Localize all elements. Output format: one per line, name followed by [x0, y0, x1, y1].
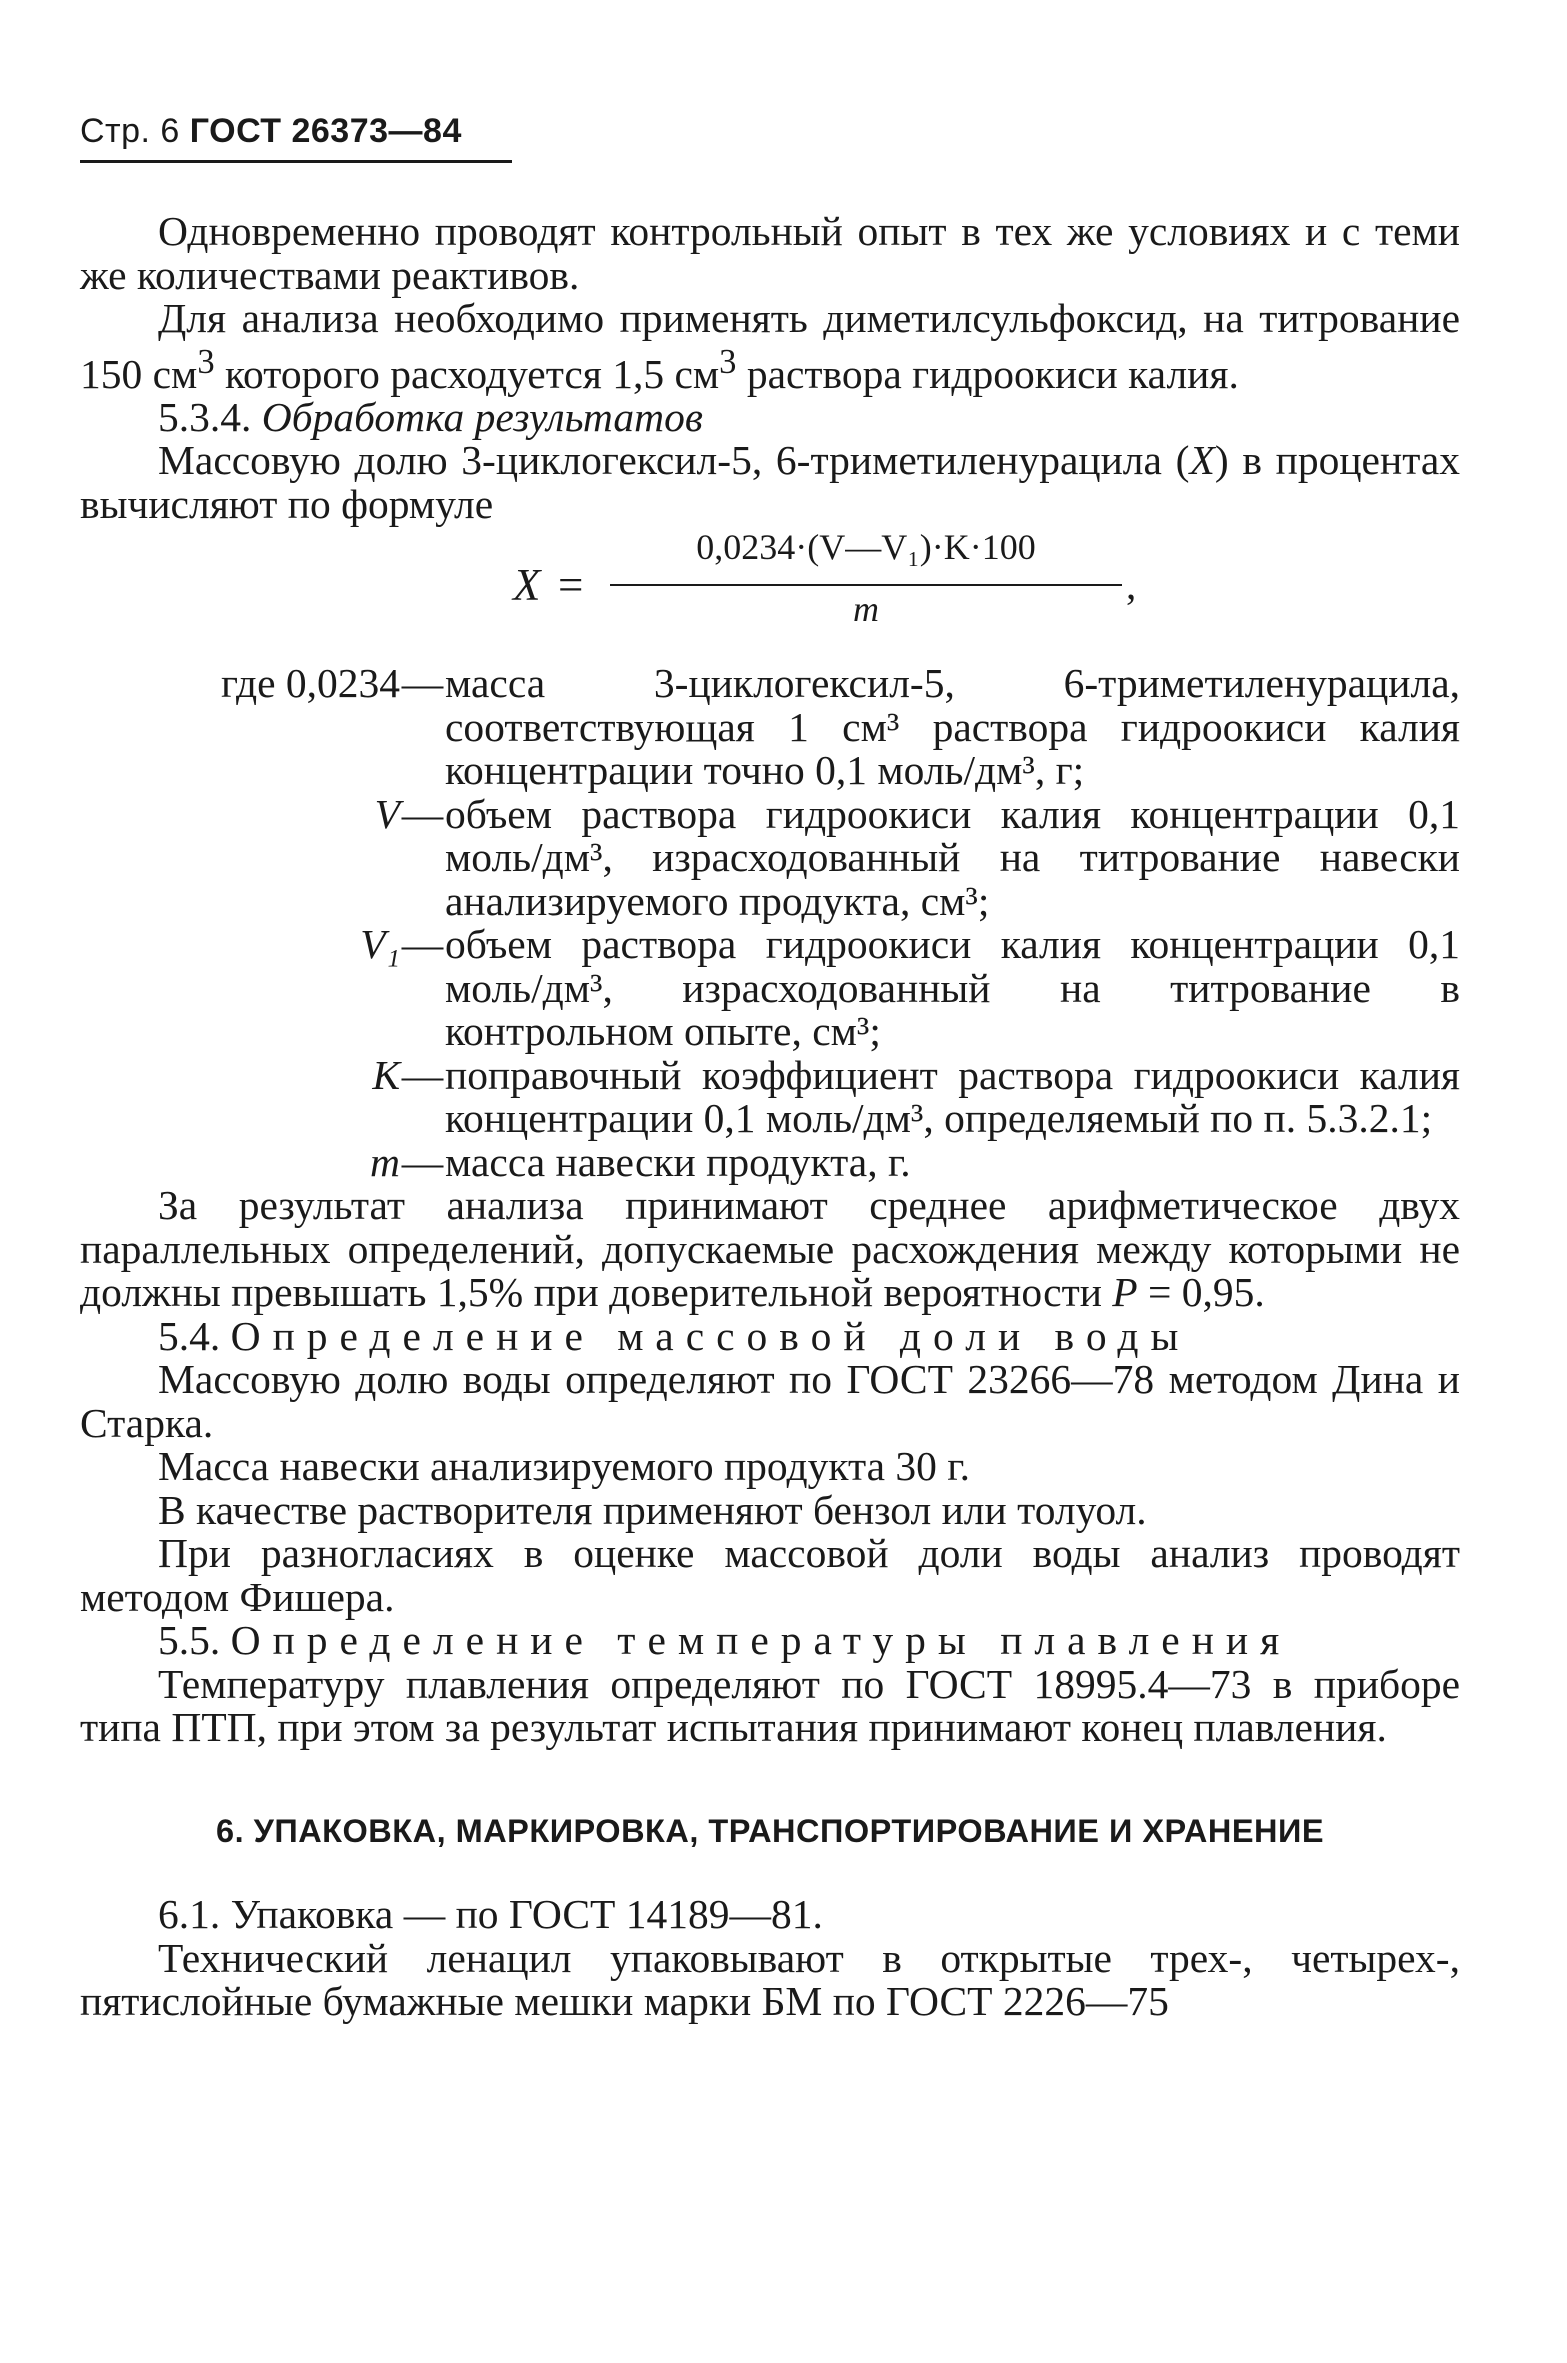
- document-body: [80, 210, 1460, 2024]
- formula-denominator: m: [853, 589, 879, 630]
- legend-row: [80, 1138, 1460, 1185]
- subsection-title: Обработка результатов: [261, 393, 703, 440]
- paragraph-dmso: Для анализа необходимо применять диметилсульфоксид, на титрование 150 $см^3$ которого расходуется 1,5 $см^3$ раствора гидроокиси калия.: [80, 295, 1460, 397]
- legend-text: масса навески продукта, г.: [445, 1138, 911, 1185]
- page-header: [80, 112, 462, 151]
- section-5-4-heading: 5.4. Определение массовой доли воды: [158, 1312, 1191, 1359]
- legend-symbol: где 0,0234: [221, 660, 400, 707]
- legend-symbol: V: [374, 790, 400, 837]
- section-title: Определение массовой доли воды: [230, 1312, 1191, 1359]
- section-5-4-line: При разногласиях в оценке массовой доли воды анализ проводят методом Фишера.: [80, 1530, 1460, 1620]
- formula-numerator: 0,0234·(V—V₁)·K·100: [696, 527, 1036, 568]
- legend-row: [80, 662, 1460, 793]
- legend-dash: —: [401, 790, 444, 837]
- legend-text: объем раствора гидроокиси калия концентрации 0,1 моль/дм³, израсходованный на титрование навески анализируемого продукта, см³;: [445, 790, 1460, 924]
- paragraph-result: За результат анализа принимают среднее арифметическое двух параллельных определений, допускаемые расхождения между которыми не должны превышать 1,5% при доверительной вероятности P = 0,95.: [80, 1182, 1460, 1316]
- legend-symbol: V₁: [360, 921, 400, 968]
- legend-symbol: m: [370, 1138, 400, 1185]
- section-5-4-line: Масса навески анализируемого продукта 30 г.: [158, 1443, 970, 1490]
- paragraph-formula-intro: Массовую долю 3-циклогексил-5, 6-триметиленурацила (X) в процентах вычисляют по формуле: [80, 437, 1461, 527]
- section-5-5-text: Температуру плавления определяют по ГОСТ 18995.4—73 в приборе типа ПТП, при этом за результат испытания принимают конец плавления.: [80, 1660, 1460, 1751]
- legend-row: [80, 923, 1460, 1054]
- standard-number: ГОСТ 26373—84: [189, 112, 462, 150]
- formula-legend: [80, 662, 1460, 1184]
- formula-comma: ,: [1126, 562, 1137, 609]
- fraction-bar: [610, 584, 1122, 586]
- legend-text: поправочный коэффициент раствора гидроокиси калия концентрации 0,1 моль/дм³, определяемый по п. 5.3.2.1;: [445, 1051, 1460, 1142]
- page-number: Стр. 6: [80, 112, 180, 150]
- section-6-1: 6.1. Упаковка — по ГОСТ 14189—81.: [158, 1891, 823, 1938]
- legend-text: объем раствора гидроокиси калия концентрации 0,1 моль/дм³, израсходованный на титрование в контрольном опыте, см³;: [445, 921, 1460, 1055]
- section-5-5-heading: 5.5. Определение температуры плавления: [158, 1617, 1292, 1664]
- legend-dash: —: [401, 1051, 444, 1098]
- formula-lhs: X: [513, 560, 541, 611]
- legend-text: масса 3-циклогексил-5, 6-триметиленурацила, соответствующая 1 см³ раствора гидроокиси калия концентрации точно 0,1 моль/дм³, г;: [445, 660, 1460, 794]
- subsection-5-3-4: [80, 393, 1460, 440]
- section-title: Определение температуры плавления: [230, 1617, 1292, 1664]
- legend-dash: —: [401, 921, 444, 968]
- legend-row: [80, 1051, 1460, 1142]
- section-6-packaging-text: Технический ленацил упаковывают в открытые трех-, четырех-, пятислойные бумажные мешки марки БМ по ГОСТ 2226—75: [80, 1934, 1460, 2025]
- formula-equals: =: [558, 560, 584, 611]
- legend-row: [80, 790, 1460, 924]
- section-6-heading: 6. УПАКОВКА, МАРКИРОВКА, ТРАНСПОРТИРОВАНИЕ И ХРАНЕНИЕ: [216, 1812, 1324, 1849]
- mass-fraction-formula: [80, 526, 1460, 660]
- legend-symbol: K: [372, 1051, 400, 1098]
- section-5-4-line: Массовую долю воды определяют по ГОСТ 23266—78 методом Дина и Старка.: [80, 1356, 1460, 1446]
- header-rule: [80, 160, 512, 163]
- section-5-4-line: В качестве растворителя применяют бензол или толуол.: [158, 1486, 1147, 1533]
- legend-dash: —: [401, 1138, 444, 1185]
- subsection-number: 5.3.4.: [158, 393, 252, 440]
- legend-dash: —: [401, 660, 444, 707]
- paragraph-control-test: Одновременно проводят контрольный опыт в тех же условиях и с теми же количествами реактивов.: [80, 208, 1460, 298]
